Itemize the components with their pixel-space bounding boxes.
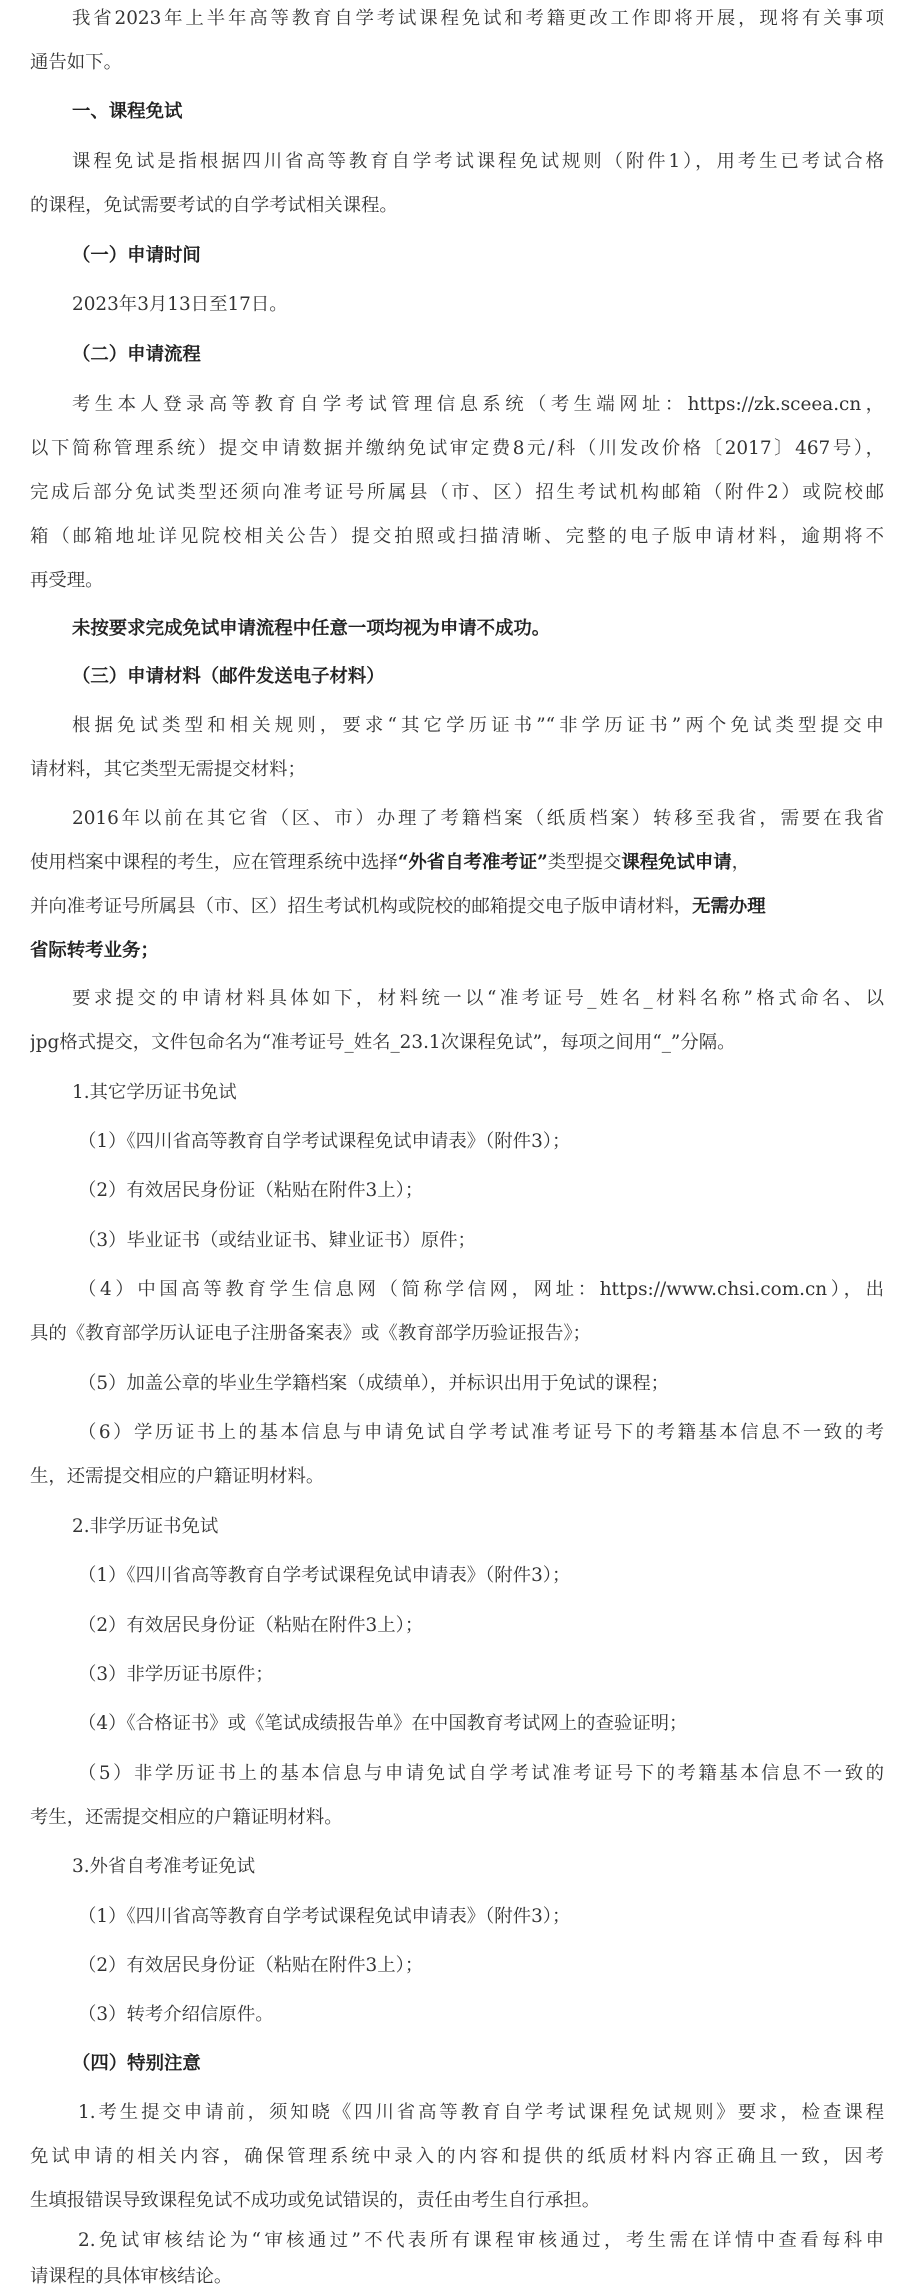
sub-2-warning: 未按要求完成免试申请流程中任意一项均视为申请不成功。 [72, 618, 551, 639]
category-1-item-6-line-1: （6）学历证书上的基本信息与申请免试自学考试准考证号下的考籍基本信息不一致的考 [78, 1422, 884, 1443]
sub-3-p2-line-2-c: 类型提交 [547, 852, 622, 873]
intro-line-2: 通告如下。 [30, 52, 122, 73]
sub-3-p2-bold-type: “外省自考准考证” [397, 852, 548, 873]
sub-3-p3-line-2: jpg格式提交，文件包命名为“准考证号_姓名_23.1次课程免试”，每项之间用“_”分隔。 [30, 1032, 736, 1053]
sub-2-line-4: 箱（邮箱地址详见院校相关公告）提交拍照或扫描清晰、完整的电子版申请材料，逾期将不 [30, 526, 884, 547]
category-3-heading: 3.外省自考准考证免试 [72, 1856, 256, 1877]
category-2-item-3: （3）非学历证书原件； [78, 1664, 274, 1685]
sub-1-text: 2023年3月13日至17日。 [72, 294, 288, 315]
sub-1-heading: （一）申请时间 [72, 245, 201, 266]
sub-2-line-5: 再受理。 [30, 570, 104, 591]
sub-2-heading: （二）申请流程 [72, 344, 201, 365]
category-1-item-2: （2）有效居民身份证（粘贴在附件3上）； [78, 1180, 424, 1201]
sub-3-p2-line-2-a: 使用档案中课程的考生，应在管理系统中选择 [30, 852, 398, 873]
sub-3-p2-line-3-a: 并向准考证号所属县（市、区）招生考试机构或院校的邮箱提交电子版申请材料， [30, 896, 693, 917]
sub-3-p2-line-2-e: ， [731, 852, 751, 873]
sub-4-p1-line-1: 1.考生提交申请前，须知晓《四川省高等教育自学考试课程免试规则》要求，检查课程 [78, 2102, 884, 2123]
category-1-item-4-line-1: （4）中国高等教育学生信息网（简称学信网，网址：https://www.chsi.com.cn），出 [78, 1279, 884, 1300]
category-1-item-6-line-2: 生，还需提交相应的户籍证明材料。 [30, 1466, 325, 1487]
sub-2-line-1: 考生本人登录高等教育自学考试管理信息系统（考生端网址：https://zk.sceea.cn， [72, 394, 884, 415]
sub-3-p2-line-2 [30, 850, 884, 876]
sub-3-p3-line-1: 要求提交的申请材料具体如下，材料统一以“准考证号_姓名_材料名称”格式命名、以 [72, 988, 884, 1009]
category-3-item-1: （1）《四川省高等教育自学考试课程免试申请表》（附件3）； [78, 1906, 571, 1927]
sub-3-p1-line-1: 根据免试类型和相关规则，要求“其它学历证书”“非学历证书”两个免试类型提交申 [72, 715, 884, 736]
category-1-item-5: （5）加盖公章的毕业生学籍档案（成绩单），并标识出用于免试的课程； [78, 1373, 670, 1394]
sub-4-heading: （四）特别注意 [72, 2053, 201, 2074]
intro-line-1: 我省2023年上半年高等教育自学考试课程免试和考籍更改工作即将开展，现将有关事项 [72, 8, 884, 29]
sub-3-p2-line-4: 省际转考业务； [30, 940, 159, 961]
category-1-heading: 1.其它学历证书免试 [72, 1082, 237, 1103]
category-2-item-5-line-1: （5）非学历证书上的基本信息与申请免试自学考试准考证号下的考籍基本信息不一致的 [78, 1763, 884, 1784]
category-3-item-3: （3）转考介绍信原件。 [78, 2004, 274, 2025]
section-1-desc-line-2: 的课程，免试需要考试的自学考试相关课程。 [30, 195, 398, 216]
section-1-heading: 一、课程免试 [72, 101, 183, 122]
sub-2-line-2: 以下简称管理系统）提交申请数据并缴纳免试审定费8元/科（川发改价格〔2017〕467号）， [30, 438, 884, 459]
sub-3-p2-line-3 [30, 894, 884, 920]
sub-4-p2-line-1: 2.免试审核结论为“审核通过”不代表所有课程审核通过，考生需在详情中查看每科申 [78, 2230, 884, 2251]
sub-3-heading: （三）申请材料（邮件发送电子材料） [72, 666, 385, 687]
category-2-item-2: （2）有效居民身份证（粘贴在附件3上）； [78, 1615, 424, 1636]
sub-4-p1-line-3: 生填报错误导致课程免试不成功或免试错误的，责任由考生自行承担。 [30, 2190, 601, 2211]
sub-2-line-3: 完成后部分免试类型还须向准考证号所属县（市、区）招生考试机构邮箱（附件2）或院校邮 [30, 482, 884, 503]
category-2-item-4: （4）《合格证书》或《笔试成绩报告单》在中国教育考试网上的查验证明； [78, 1713, 688, 1734]
category-1-item-1: （1）《四川省高等教育自学考试课程免试申请表》（附件3）； [78, 1131, 571, 1152]
category-2-heading: 2.非学历证书免试 [72, 1516, 219, 1537]
sub-3-p2-line-1: 2016年以前在其它省（区、市）办理了考籍档案（纸质档案）转移至我省，需要在我省 [72, 808, 884, 829]
sub-3-p2-bold-noneed: 无需办理 [692, 896, 766, 917]
category-2-item-5-line-2: 考生，还需提交相应的户籍证明材料。 [30, 1807, 343, 1828]
sub-3-p2-bold-apply: 课程免试申请 [621, 852, 732, 873]
category-1-item-3: （3）毕业证书（或结业证书、肄业证书）原件； [78, 1230, 476, 1251]
sub-4-p2-line-2: 请课程的具体审核结论。 [30, 2266, 233, 2287]
category-1-item-4-line-2: 具的《教育部学历认证电子注册备案表》或《教育部学历验证报告》； [30, 1323, 591, 1344]
sub-4-p1-line-2: 免试申请的相关内容，确保管理系统中录入的内容和提供的纸质材料内容正确且一致，因考 [30, 2146, 884, 2167]
category-3-item-2: （2）有效居民身份证（粘贴在附件3上）； [78, 1955, 424, 1976]
section-1-desc-line-1: 课程免试是指根据四川省高等教育自学考试课程免试规则（附件1），用考生已考试合格 [72, 151, 884, 172]
sub-3-p1-line-2: 请材料，其它类型无需提交材料； [30, 759, 306, 780]
category-2-item-1: （1）《四川省高等教育自学考试课程免试申请表》（附件3）； [78, 1565, 571, 1586]
